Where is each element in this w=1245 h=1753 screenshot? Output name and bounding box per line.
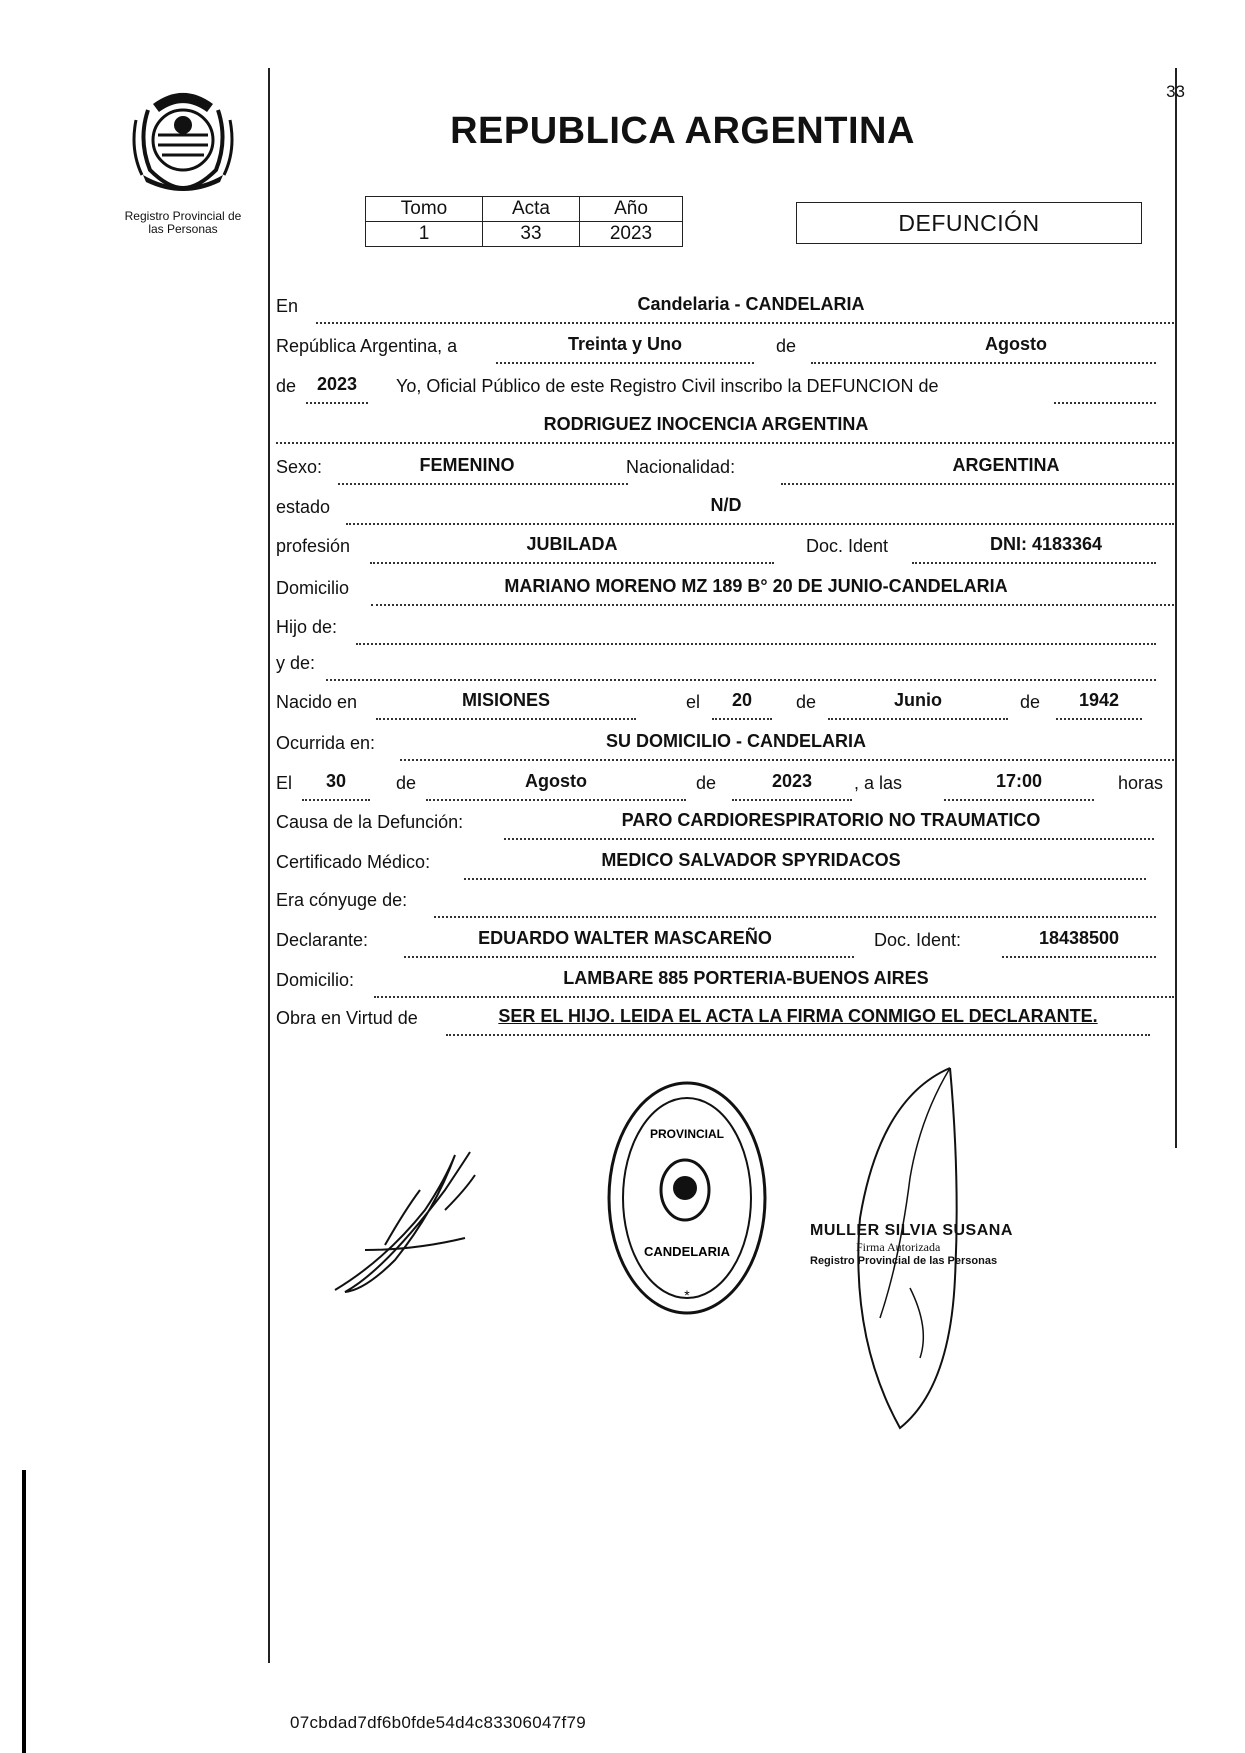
spouse-line — [434, 894, 1156, 918]
inscription-text: Yo, Oficial Público de este Registro Civil inscribo la DEFUNCION de — [396, 376, 939, 396]
nationality-value: ARGENTINA — [952, 455, 1060, 475]
table-header-tomo: Tomo — [366, 197, 483, 222]
de-label-1: de — [776, 336, 797, 356]
row-sex-nationality — [276, 457, 1176, 485]
occurred-value: SU DOMICILIO - CANDELARIA — [606, 731, 866, 751]
record-number-table — [365, 196, 683, 247]
inscription-line — [1054, 380, 1156, 404]
row-spouse — [276, 890, 1176, 918]
act-type-box: DEFUNCIÓN — [796, 202, 1142, 244]
place-value: Candelaria - CANDELARIA — [637, 294, 865, 314]
declarant-value: EDUARDO WALTER MASCAREÑO — [478, 928, 772, 948]
svg-text:*: * — [684, 1287, 690, 1303]
row-address — [276, 578, 1176, 606]
page-number: 33 — [1166, 82, 1185, 101]
certificate-value: MEDICO SALVADOR SPYRIDACOS — [601, 850, 901, 870]
table-header-acta: Acta — [483, 197, 580, 222]
basis-label: Obra en Virtud de — [276, 1008, 418, 1028]
svg-text:PROVINCIAL: PROVINCIAL — [649, 1127, 725, 1141]
row-birth — [276, 692, 1176, 720]
civil-status-value: N/D — [710, 495, 742, 515]
child-of-label: Hijo de: — [276, 617, 338, 637]
born-de-label-2: de — [1020, 692, 1041, 712]
basis-value: SER EL HIJO. LEIDA EL ACTA LA FIRMA CONMIGO EL DECLARANTE. — [498, 1006, 1098, 1026]
declarant-label: Declarante: — [276, 930, 369, 950]
date-label: República Argentina, a — [276, 336, 458, 356]
day-words: Treinta y Uno — [567, 334, 683, 354]
death-time: 17:00 — [995, 771, 1043, 791]
certificate-label: Certificado Médico: — [276, 852, 431, 872]
deceased-name: RODRIGUEZ INOCENCIA ARGENTINA — [543, 414, 869, 434]
occurred-label: Ocurrida en: — [276, 733, 376, 753]
born-de-label-1: de — [796, 692, 817, 712]
born-el-label: el — [686, 692, 701, 712]
row-and-of — [276, 653, 1176, 681]
registry-stamp — [605, 1078, 770, 1318]
row-certificate — [276, 852, 1176, 880]
registry-caption — [98, 210, 268, 236]
death-de-label-2: de — [696, 773, 717, 793]
table-value-anio: 2023 — [580, 222, 683, 247]
official-block — [810, 1222, 1013, 1267]
nationality-label: Nacionalidad: — [626, 457, 736, 477]
row-death-date — [276, 773, 1176, 801]
row-declarant — [276, 930, 1176, 958]
sex-label: Sexo: — [276, 457, 323, 477]
table-value-tomo: 1 — [366, 222, 483, 247]
row-inscription — [276, 376, 1176, 404]
born-day: 20 — [731, 690, 753, 710]
and-of-label: y de: — [276, 653, 316, 673]
row-child-of — [276, 617, 1176, 645]
civil-status-label: estado — [276, 497, 331, 517]
death-el-label: El — [276, 773, 293, 793]
official-name: MULLER SILVIA SUSANA — [810, 1222, 1013, 1239]
row-occurred — [276, 733, 1176, 761]
death-hours-label: horas — [1118, 773, 1164, 793]
born-month: Junio — [894, 690, 942, 710]
left-margin-line — [268, 68, 270, 1663]
row-place — [276, 296, 1176, 324]
death-year: 2023 — [771, 771, 813, 791]
de-label-2: de — [276, 376, 297, 396]
address-value: MARIANO MORENO MZ 189 B° 20 DE JUNIO-CANDELARIA — [504, 576, 1008, 596]
profession-value: JUBILADA — [526, 534, 618, 554]
declarant-doc-label: Doc. Ident: — [874, 930, 962, 950]
declarant-doc: 18438500 — [1038, 928, 1120, 948]
profession-label: profesión — [276, 536, 351, 556]
row-cause — [276, 812, 1176, 840]
and-of-line — [326, 657, 1156, 681]
death-day: 30 — [325, 771, 347, 791]
death-at-label: , a las — [854, 773, 903, 793]
row-basis — [276, 1008, 1176, 1036]
document-title: REPUBLICA ARGENTINA — [450, 110, 915, 152]
spouse-label: Era cónyuge de: — [276, 890, 408, 910]
declarant-address: LAMBARE 885 PORTERIA-BUENOS AIRES — [563, 968, 929, 988]
stamp-center-text: CANDELARIA — [644, 1244, 730, 1259]
scan-edge-line — [22, 1470, 26, 1753]
year-value: 2023 — [316, 374, 358, 394]
cause-value: PARO CARDIORESPIRATORIO NO TRAUMATICO — [621, 810, 1041, 830]
death-de-label-1: de — [396, 773, 417, 793]
sex-value: FEMENINO — [419, 455, 515, 475]
official-role: Firma Autorizada — [856, 1240, 941, 1254]
death-month: Agosto — [525, 771, 587, 791]
doc-label: Doc. Ident — [806, 536, 889, 556]
row-declarant-address — [276, 970, 1176, 998]
child-of-line — [356, 621, 1156, 645]
born-in-label: Nacido en — [276, 692, 358, 712]
table-header-anio: Año — [580, 197, 683, 222]
registry-caption-line1: Registro Provincial de — [124, 209, 242, 223]
month-value: Agosto — [985, 334, 1047, 354]
declarant-address-label: Domicilio: — [276, 970, 355, 990]
born-in-value: MISIONES — [461, 690, 550, 710]
table-value-acta: 33 — [483, 222, 580, 247]
place-label: En — [276, 296, 299, 316]
declarant-signature — [325, 1150, 505, 1300]
registry-caption-line2: las Personas — [148, 222, 218, 236]
row-profession — [276, 536, 1176, 564]
document-hash: 07cbdad7df6b0fde54d4c83306047f79 — [290, 1713, 587, 1732]
born-year: 1942 — [1078, 690, 1120, 710]
cause-label: Causa de la Defunción: — [276, 812, 464, 832]
address-label: Domicilio — [276, 578, 350, 598]
row-date — [276, 336, 1176, 364]
row-civil-status — [276, 497, 1176, 525]
official-organization: Registro Provincial de las Personas — [810, 1255, 998, 1267]
row-deceased-name — [276, 416, 1176, 444]
doc-value: DNI: 4183364 — [989, 534, 1103, 554]
